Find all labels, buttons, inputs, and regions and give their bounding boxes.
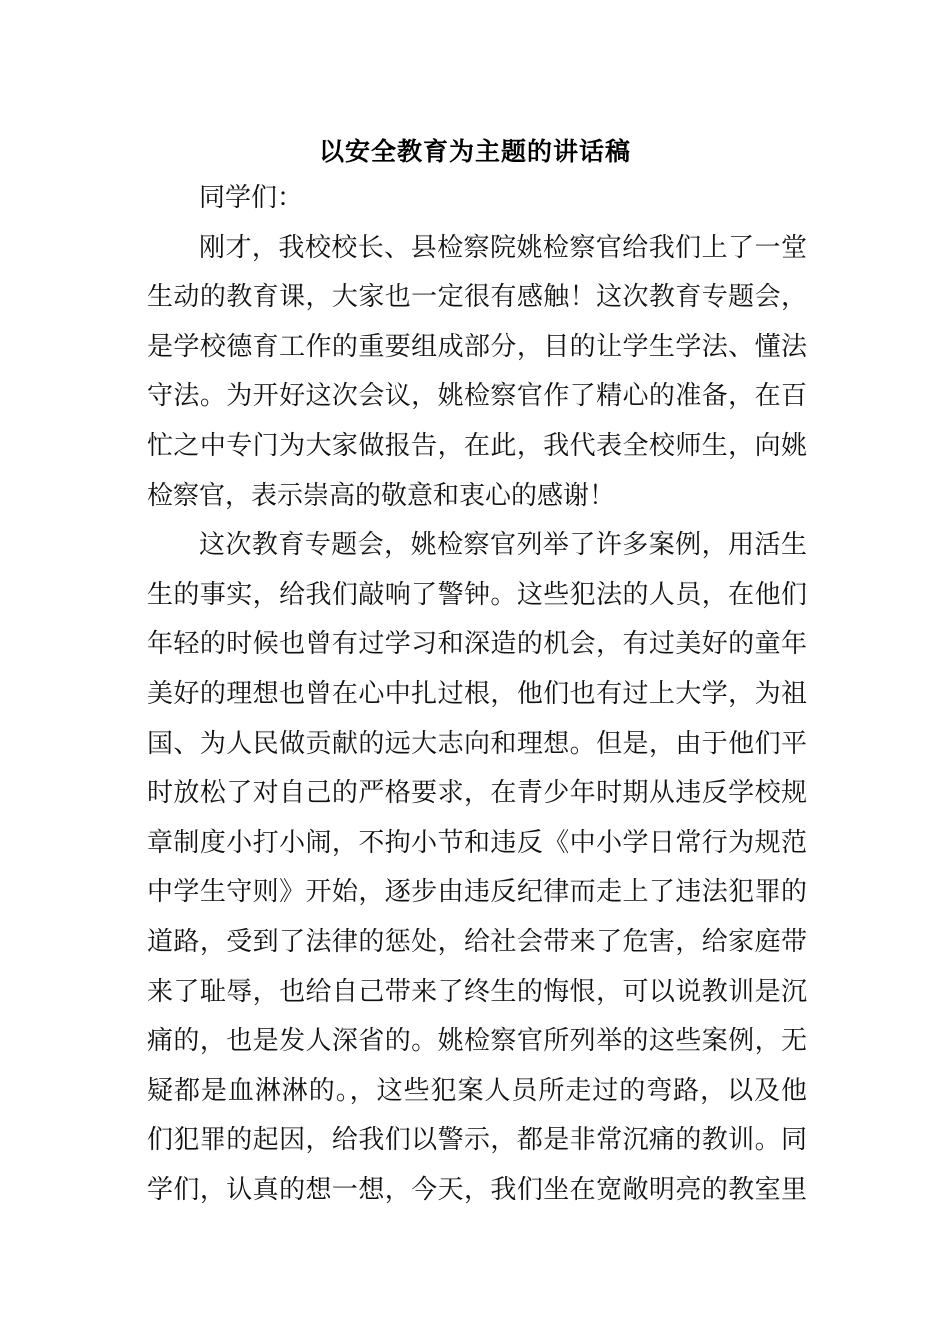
body-line: 守法。为开好这次会议，姚检察官作了精心的准备，在百 (147, 381, 807, 412)
body-line: 这次教育专题会，姚检察官列举了许多案例，用活生 (199, 530, 807, 561)
document-title: 以安全教育为主题的讲话稿 (318, 137, 631, 166)
body-line: 时放松了对自己的严格要求，在青少年时期从违反学校规 (147, 778, 807, 809)
body-line: 是学校德育工作的重要组成部分，目的让学生学法、懂法 (147, 331, 807, 362)
body-line: 来了耻辱，也给自己带来了终生的悔恨，可以说教训是沉 (147, 976, 807, 1007)
body-line: 学们，认真的想一想，今天，我们坐在宽敞明亮的教室里 (147, 1175, 807, 1205)
body-line: 国、为人民做贡献的远大志向和理想。但是，由于他们平 (147, 728, 807, 759)
body-line: 检察官，表示崇高的敬意和衷心的感谢！ (147, 480, 616, 511)
body-line: 年轻的时候也曾有过学习和深造的机会，有过美好的童年 (147, 629, 807, 660)
body-line: 同学们： (199, 183, 304, 213)
body-line: 刚才，我校校长、县检察院姚检察官给我们上了一堂 (199, 232, 807, 263)
body-line: 痛的，也是发人深省的。姚检察官所列举的这些案例，无 (147, 1026, 807, 1057)
body-line: 美好的理想也曾在心中扎过根，他们也有过上大学，为祖 (147, 679, 807, 709)
body-line: 生的事实，给我们敲响了警钟。这些犯法的人员，在他们 (147, 579, 807, 610)
body-line: 道路，受到了法律的惩处，给社会带来了危害，给家庭带 (147, 927, 807, 957)
body-line: 疑都是血淋淋的。，这些犯案人员所走过的弯路，以及他 (147, 1075, 807, 1106)
body-line: 中学生守则》开始，逐步由违反纪律而走上了违法犯罪的 (147, 877, 807, 908)
body-line: 们犯罪的起因，给我们以警示，都是非常沉痛的教训。同 (147, 1125, 807, 1156)
body-line: 忙之中专门为大家做报告，在此，我代表全校师生，向姚 (147, 431, 807, 461)
body-line: 生动的教育课，大家也一定很有感触！这次教育专题会， (147, 282, 807, 313)
body-line: 章制度小打小闹，不拘小节和违反《中小学日常行为规范 (147, 827, 807, 858)
